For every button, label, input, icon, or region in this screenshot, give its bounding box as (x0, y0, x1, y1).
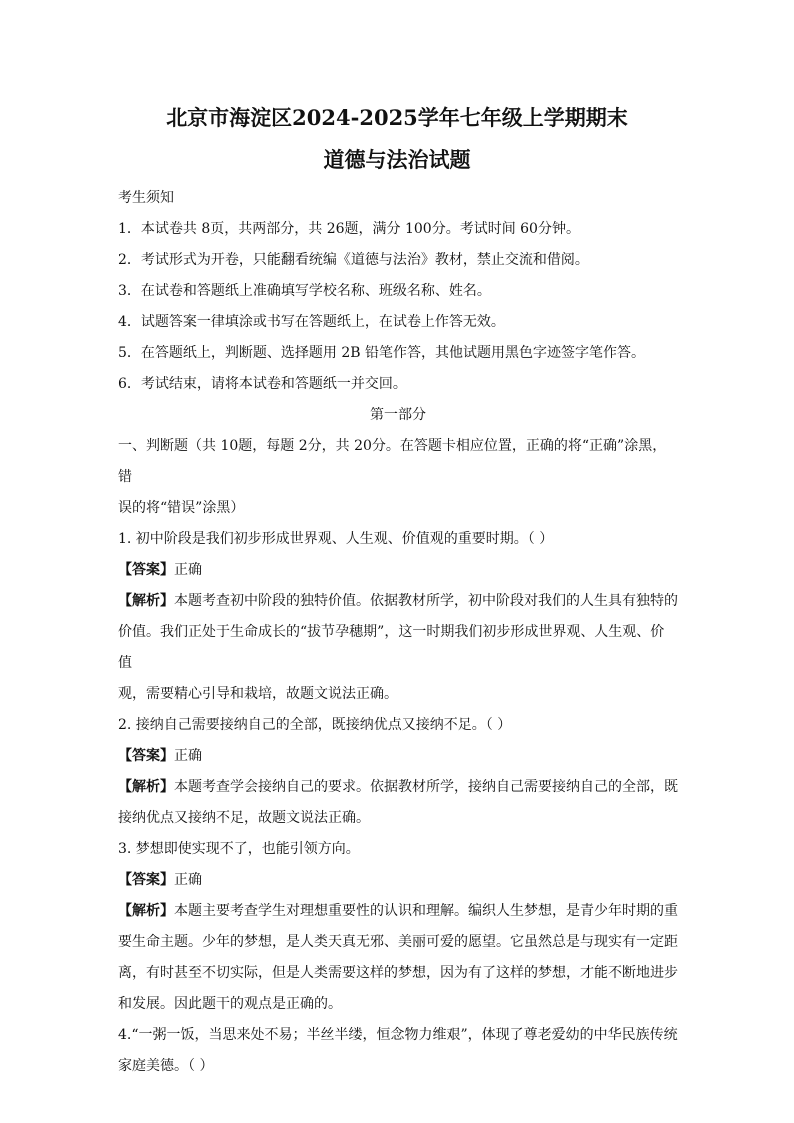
notice-heading: 考生须知 (118, 190, 174, 206)
analysis-tag: 【解析】 (118, 779, 174, 795)
section-intro: 误的将“错误”涂黑） (118, 500, 245, 516)
notice-item: 1．本试卷共 8页，共两部分，共 26题，满分 100分。考试时间 60分钟。 (118, 221, 580, 237)
page-title: 北京市海淀区2024-2025学年七年级上学期期末 (166, 105, 628, 130)
analysis-line (118, 896, 678, 927)
notice-item: 3．在试卷和答题纸上准确填写学校名称、班级名称、姓名。 (118, 283, 491, 299)
document-body (118, 183, 678, 1082)
analysis-line: 接纳优点又接纳不足，故题文说法正确。 (118, 810, 370, 826)
answer-tag: 【答案】 (118, 748, 174, 764)
notice-item: 6．考试结束，请将本试卷和答题纸一并交回。 (118, 376, 407, 392)
answer-tag: 【答案】 (118, 562, 174, 578)
question-stem: 4.“一粥一饭，当思来处不易；半丝半缕，恒念物力维艰”，体现了尊老爱幼的中华民族传统 (118, 1027, 678, 1043)
analysis-line: 价值。我们正处于生命成长的“拔节孕穗期”，这一时期我们初步形成世界观、人生观、价值 (118, 624, 665, 671)
analysis-line: 要生命主题。少年的梦想，是人类天真无邪、美丽可爱的愿望。它虽然总是与现实有一定距 (118, 934, 678, 950)
question-stem: 2. 接纳自己需要接纳自己的全部，既接纳优点又接纳不足。（ ） (118, 717, 512, 733)
question-stem: 家庭美德。（ ） (118, 1058, 214, 1074)
analysis-tag: 【解析】 (118, 593, 174, 609)
analysis-line: 观，需要精心引导和栽培，故题文说法正确。 (118, 686, 398, 702)
part-label: 第一部分 (370, 407, 426, 423)
answer-tag: 【答案】 (118, 872, 174, 888)
question-stem: 1. 初中阶段是我们初步形成世界观、人生观、价值观的重要时期。（ ） (118, 531, 554, 547)
analysis-text: 本题考查学会接纳自己的要求。依据教材所学，接纳自己需要接纳自己的全部，既 (174, 779, 678, 795)
analysis-line: 离，有时甚至不切实际，但是人类需要这样的梦想，因为有了这样的梦想，才能不断地进步 (118, 965, 678, 981)
analysis-line (118, 772, 678, 803)
analysis-line (118, 586, 678, 617)
question-stem: 3. 梦想即使实现不了，也能引领方向。 (118, 841, 360, 857)
analysis-tag: 【解析】 (118, 903, 174, 919)
notice-item: 5．在答题纸上，判断题、选择题用 2B 铅笔作答，其他试题用黑色字迹签字笔作答。 (118, 345, 646, 361)
answer-value: 正确 (174, 748, 202, 764)
answer-line (118, 741, 678, 772)
answer-value: 正确 (174, 872, 202, 888)
analysis-text: 本题主要考查学生对理想重要性的认识和理解。编织人生梦想，是青少年时期的重 (174, 903, 678, 919)
analysis-line: 和发展。因此题干的观点是正确的。 (118, 996, 342, 1012)
notice-item: 2．考试形式为开卷，只能翻看统编《道德与法治》教材，禁止交流和借阅。 (118, 252, 589, 268)
page-subtitle: 道德与法治试题 (323, 147, 471, 172)
answer-value: 正确 (174, 562, 202, 578)
notice-item: 4．试题答案一律填涂或书写在答题纸上，在试卷上作答无效。 (118, 314, 505, 330)
answer-line (118, 865, 678, 896)
analysis-text: 本题考查初中阶段的独特价值。依据教材所学，初中阶段对我们的人生具有独特的 (174, 593, 678, 609)
answer-line (118, 555, 678, 586)
section-intro: 一、判断题（共 10题，每题 2分，共 20分。在答题卡相应位置，正确的将“正确”涂黑，错 (118, 438, 667, 485)
